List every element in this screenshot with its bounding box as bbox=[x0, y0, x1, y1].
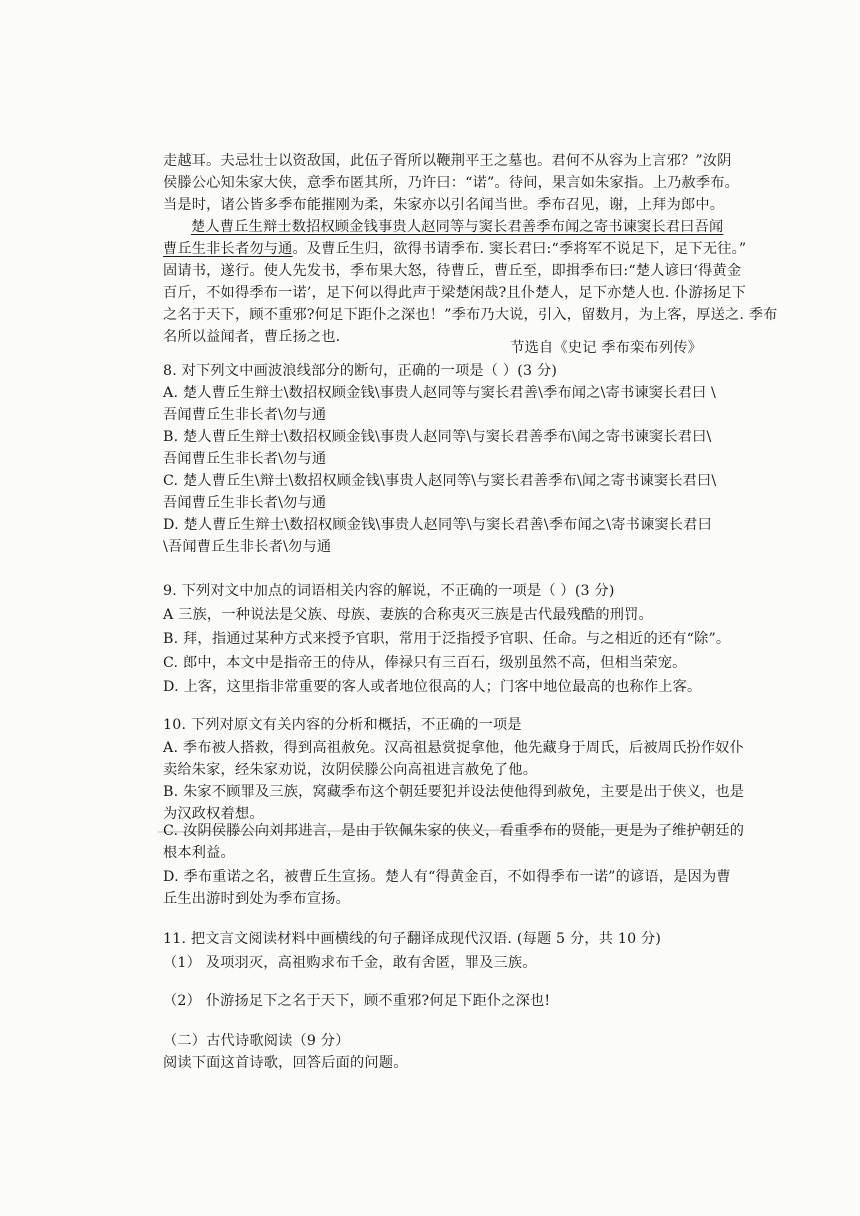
q10-option-c-cont: 根本利益。 bbox=[163, 845, 235, 861]
passage-line: 当是时，诸公皆多季布能摧刚为柔，朱家亦以引名闻当世。季布召见，谢，上拜为郎中。 bbox=[163, 197, 725, 213]
section-instruction: 阅读下面这首诗歌，回答后面的问题。 bbox=[163, 1055, 408, 1071]
q10-option-c: C. 汝阴侯滕公向刘邦进言，是由于钦佩朱家的侠义，看重季布的贤能，更是为了维护朝廷的 bbox=[163, 823, 745, 839]
q9-option-b: B. 拜，指通过某种方式来授予官职，常用于泛指授予官职、任命。与之相近的还有“除”。 bbox=[163, 631, 731, 647]
passage-line: 名所以益闻者，曹丘扬之也. bbox=[163, 329, 341, 345]
q8-option-c-cont: 吾闻曹丘生非长者\勿与通 bbox=[163, 495, 327, 511]
q8-option-b-cont: 吾闻曹丘生非长者\勿与通 bbox=[163, 451, 327, 467]
question-11-stem: 11. 把文言文阅读材料中画横线的句子翻译成现代汉语. (每题 5 分，共 10 分) bbox=[163, 931, 662, 947]
passage-line: 固请书，遂行。使人先发书，季布果大怒，待曹丘，曹丘至，即揖季布曰:“楚人谚曰‘得黄金 bbox=[163, 263, 742, 279]
q9-option-c: C. 郎中，本文中是指帝王的侍从，俸禄只有三百石，级别虽然不高，但相当荣宠。 bbox=[163, 655, 687, 671]
q10-option-d-cont: 丘生出游时到处为季布宣扬。 bbox=[163, 891, 351, 907]
passage-line: 走越耳。夫忌壮士以资敌国，此伍子胥所以鞭荆平王之墓也。君何不从容为上言邪？”汝阴 bbox=[163, 153, 732, 169]
underlined-text: 楚人曹丘生辩士数招权顾金钱事贵人赵同等与窦长君善季布闻之寄书谏窦长君曰吾闻 bbox=[191, 219, 724, 235]
q8-option-a-cont: 吾闻曹丘生非长者\勿与通 bbox=[163, 407, 327, 423]
q11-item-1: （1） 及项羽灭，高祖购求布千金，敢有舍匿，罪及三族。 bbox=[163, 955, 537, 971]
passage-line: 侯滕公心知朱家大侠，意季布匿其所，乃许曰：“诺”。待间，果言如朱家指。上乃赦季布。 bbox=[163, 175, 740, 191]
q8-option-b: B. 楚人曹丘生辩士\数招权顾金钱\事贵人赵同等\与窦长君善季布\闻之寄书谏窦长君曰\ bbox=[163, 429, 712, 445]
q11-item-2: （2） 仆游扬足下之名于天下，顾不重邪?何足下距仆之深也! bbox=[163, 993, 551, 1009]
q10-option-a-cont: 卖给朱家，经朱家劝说，汝阴侯滕公向高祖进言赦免了他。 bbox=[163, 762, 538, 778]
wavy-underlined-passage bbox=[191, 216, 723, 238]
question-9-stem: 9. 下列对文中加点的词语相关内容的解说，不正确的一项是（ ）(3 分) bbox=[163, 583, 615, 599]
q9-option-a: A 三族，一种说法是父族、母族、妻族的合称夷灭三族是古代最残酷的刑罚。 bbox=[163, 607, 653, 623]
q10-option-a: A. 季布被人搭救，得到高祖赦免。汉高祖悬赏捉拿他，他先藏身于周氏，后被周氏扮作奴仆 bbox=[163, 740, 744, 756]
q9-option-d: D. 上客，这里指非常重要的客人或者地位很高的人；门客中地位最高的也称作上客。 bbox=[163, 679, 702, 695]
q10-option-d: D. 季布重诺之名，被曹丘生宣扬。楚人有“得黄金百，不如得季布一诺”的谚语，是因为曹 bbox=[163, 869, 731, 885]
passage-text: 。及曹丘生归，欲得书请季布. 窦长君曰:“季将军不说足下，足下无往。” bbox=[292, 241, 747, 257]
q8-option-a: A. 楚人曹丘生辩士\数招权顾金钱\事贵人赵同等与窦长君善\季布闻之\寄书谏窦长君曰 \ bbox=[163, 385, 717, 401]
q8-option-d-cont: \吾闻曹丘生非长者\勿与通 bbox=[163, 539, 332, 555]
passage-line: 之名于天下，顾不重邪?何足下距仆之深也！”季布乃大说，引入，留数月，为上客，厚送之. 季布 bbox=[163, 307, 778, 323]
passage-line: 百斤，不如得季布一诺’，足下何以得此声于梁楚闲哉?且仆楚人，足下亦楚人也. 仆游扬足下 bbox=[163, 285, 747, 301]
underlined-text: 曹丘生非长者勿与通 bbox=[163, 241, 293, 257]
question-10-stem: 10. 下列对原文有关内容的分析和概括，不正确的一项是 bbox=[163, 717, 522, 733]
section-heading: （二）古代诗歌阅读（9 分） bbox=[163, 1033, 350, 1049]
source-citation: 节选自《史记 季布栾布列传》 bbox=[510, 340, 702, 356]
q10-option-b: B. 朱家不顾罪及三族，窝藏季布这个朝廷要犯并设法使他得到赦免，主要是出于侠义，也是 bbox=[163, 784, 745, 800]
q8-option-c: C. 楚人曹丘生\辩士\数招权顾金钱\事贵人赵同等\与窦长君善季布\闻之寄书谏窦长君曰\ bbox=[163, 473, 717, 489]
q8-option-d: D. 楚人曹丘生辩士\数招权顾金钱\事贵人赵同等\与窦长君善\季布闻之\寄书谏窦长君曰 bbox=[163, 517, 712, 533]
q10-option-b-cont: 为汉政权着想。 bbox=[163, 806, 264, 822]
passage-line bbox=[163, 238, 746, 260]
question-8-stem: 8. 对下列文中画波浪线部分的断句，正确的一项是（ ）(3 分) bbox=[163, 363, 558, 379]
